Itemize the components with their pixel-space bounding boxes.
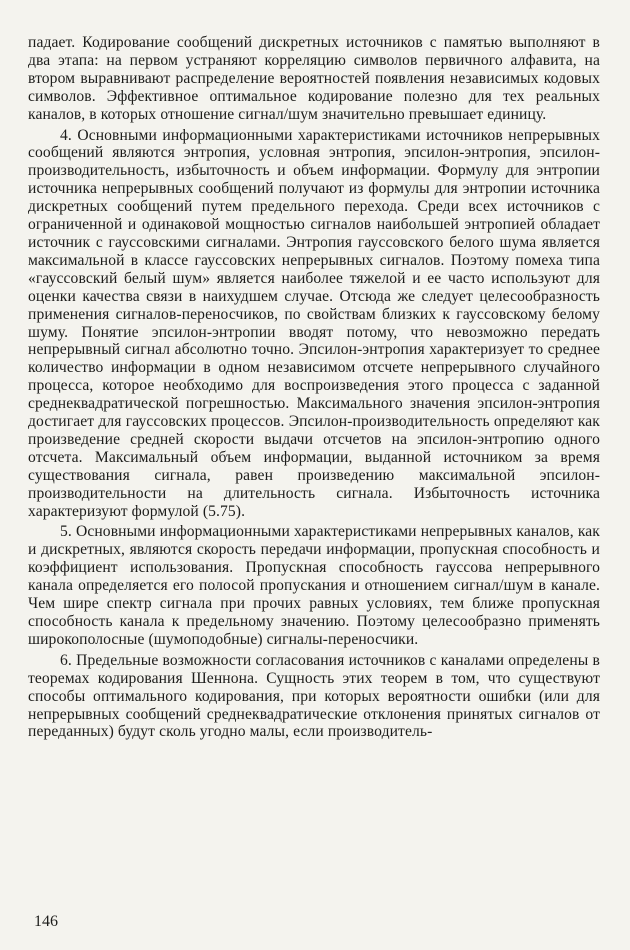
- paragraph-5-channel-characteristics: 5. Основными информационными характеристиками непрерывных каналов, как и дискретных, являются скорость передачи информации, пропускная способность и коэффициент использования. Пропускная способность гауссова непрерывного канала определяется его полосой пропускания и отношением сигнал/шум в канале. Чем шире спектр сигнала при прочих равных условиях, тем ближе пропускная способность канала к предельному значению. Поэтому целесообразно применять широкополосные (шумоподобные) сигналы-переносчики.: [28, 523, 600, 648]
- paragraph-6-shannon-theorems: 6. Предельные возможности согласования источников с каналами определены в теоремах кодирования Шеннона. Сущность этих теорем в том, что существуют способы оптимального кодирования, при которых вероятности ошибки (или для непрерывных сообщений среднеквадратические отклонения принятых сигналов от переданных) будут сколь угодно малы, если производитель-: [28, 651, 600, 741]
- page-body: [28, 34, 600, 741]
- page-number: 146: [34, 913, 58, 930]
- paragraph-4-source-characteristics: 4. Основными информационными характеристиками источников непрерывных сообщений являются энтропия, условная энтропия, эпсилон-энтропия, эпсилон-производительность, избыточность и объем информации. Формулу для энтропии источника непрерывных сообщений получают из формулы для энтропии источника дискретных сообщений путем предельного перехода. Среди всех источников с ограниченной и одинаковой мощностью сигналов наибольшей энтропией обладает источник с гауссовскими сигналами. Энтропия гауссовского белого шума является максимальной в классе гауссовских непрерывных сигналов. Поэтому помеха типа «гауссовский белый шум» является наиболее тяжелой и ее часто используют для оценки качества связи в наихудшем случае. Отсюда же следует целесообразность применения сигналов-переносчиков, по свойствам близких к гауссовскому белому шуму. Понятие эпсилон-энтропии вводят потому, что невозможно передать непрерывный сигнал абсолютно точно. Эпсилон-энтропия характеризует то среднее количество информации в одном независимом отсчете непрерывного случайного процесса, которое необходимо для воспроизведения этого процесса с заданной среднеквадратической погрешностью. Максимального значения эпсилон-энтропия достигает для гауссовских процессов. Эпсилон-производительность определяют как произведение средней скорости выдачи отсчетов на эпсилон-энтропию одного отсчета. Максимальный объем информации, выданной источником за время существования сигнала, равен произведению максимальной эпсилон-производительности на длительность сигнала. Избыточность источника характеризуют формулой (5.75).: [28, 126, 600, 520]
- paragraph-continuation: падает. Кодирование сообщений дискретных источников с памятью выполняют в два этапа: на первом устраняют корреляцию символов первичного алфавита, на втором выравнивают распределение вероятностей появления независимых кодовых символов. Эффективное оптимальное кодирование полезно для тех реальных каналов, в которых отношение сигнал/шум значительно превышает единицу.: [28, 34, 600, 123]
